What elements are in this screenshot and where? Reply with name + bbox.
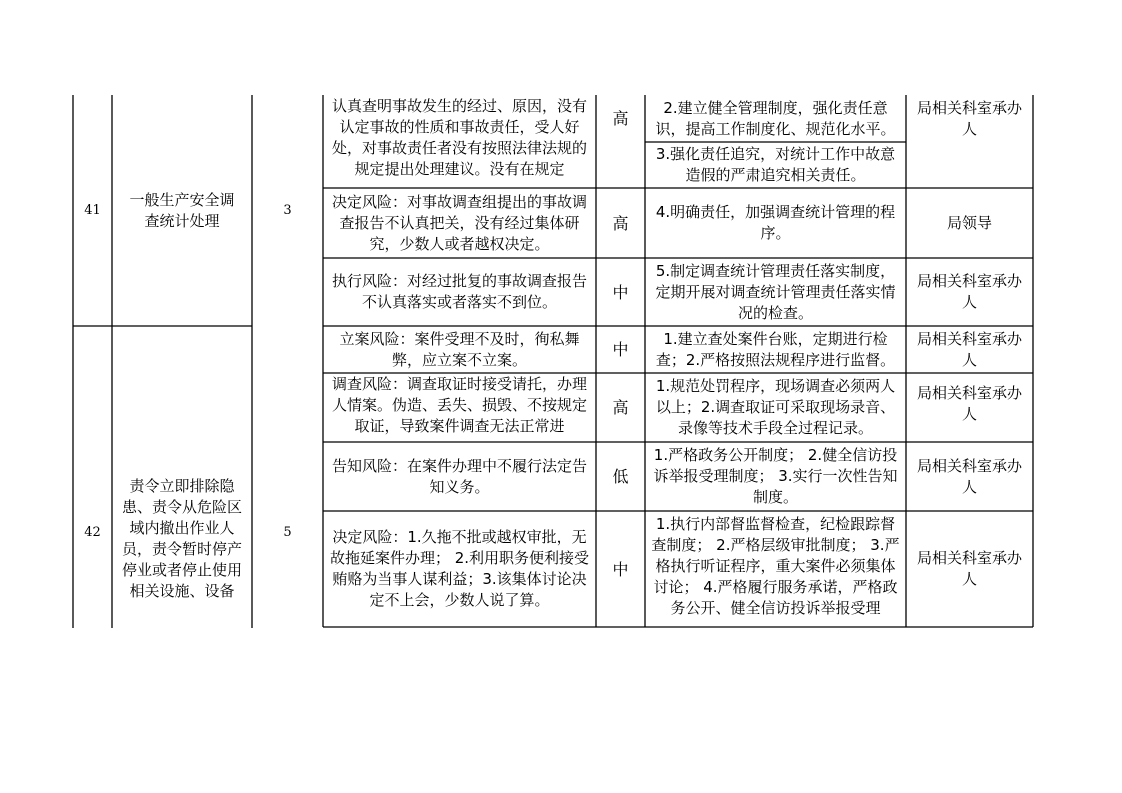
row-number: 42 bbox=[84, 524, 101, 540]
prevention-measure-text: 2.建立健全管理制度，强化责任意识，提高工作制度化、规范化水平。 bbox=[655, 98, 896, 138]
prevention-measure bbox=[645, 511, 906, 627]
risk-description-text: 立案风险：案件受理不及时，徇私舞弊，应立案不立案。 bbox=[339, 329, 580, 369]
prevention-measure-text: 4.明确责任，加强调查统计管理的程序。 bbox=[655, 203, 896, 242]
responsible-party bbox=[906, 442, 1033, 511]
responsible-party-text: 局相关科室承办人 bbox=[916, 549, 1022, 588]
prevention-measure-text: 1.建立查处案件台账，定期进行检查；2.严格按照法规程序进行监督。 bbox=[655, 329, 896, 369]
responsible-party bbox=[906, 326, 1033, 373]
risk-level: 低 bbox=[612, 467, 629, 486]
risk-level: 高 bbox=[612, 109, 629, 128]
prevention-measure bbox=[645, 258, 906, 326]
risk-level: 高 bbox=[612, 398, 629, 417]
responsible-party-text: 局相关科室承办人 bbox=[916, 98, 1022, 138]
prevention-measure bbox=[645, 442, 906, 511]
prevention-measure-text: 5.制定调查统计管理责任落实制度，定期开展对调查统计管理责任落实情况的检查。 bbox=[655, 261, 896, 322]
prevention-measure-text: 3.强化责任追究，对统计工作中故意造假的严肃追究相关责任。 bbox=[655, 145, 896, 184]
item-name bbox=[112, 95, 252, 326]
risk-description-text: 调查风险：调查取证时接受请托，办理人情案。伪造、丢失、损毁、不按规定取证，导致案件调查无法正常进 bbox=[331, 375, 587, 435]
prevention-measure-text: 1.严格政务公开制度； 2.健全信访投诉举报受理制度； 3.实行一次性告知制度。 bbox=[653, 446, 898, 506]
risk-description bbox=[323, 188, 596, 258]
prevention-measure bbox=[645, 373, 906, 442]
responsible-party: 局领导 bbox=[946, 213, 992, 232]
prevention-measure bbox=[645, 142, 906, 188]
responsible-party bbox=[906, 511, 1033, 627]
prevention-measure-text: 1.规范处罚程序，现场调查必须两人以上；2.调查取证可采取现场录音、录像等技术手段全过程记录。 bbox=[655, 377, 896, 437]
prevention-measure bbox=[645, 326, 906, 373]
risk-count: 5 bbox=[283, 524, 292, 540]
risk-description bbox=[323, 95, 596, 188]
prevention-measure bbox=[645, 95, 906, 142]
prevention-measure-text: 1.执行内部督监督检查，纪检跟踪督查制度； 2.严格层级审批制度； 3.严格执行听证程序，重大案件必须集体讨论； 4.严格履行服务承诺，严格政务公开、健全信访投诉举报受理 bbox=[651, 515, 900, 617]
risk-description-text: 决定风险：1.久拖不批或越权审批，无故拖延案件办理； 2.利用职务便利接受贿赂为当事人谋利益；3.该集体讨论决定不上会，少数人说了算。 bbox=[329, 528, 590, 609]
risk-description bbox=[323, 258, 596, 326]
risk-description-text: 认真查明事故发生的经过、原因，没有认定事故的性质和事故责任，受人好处，对事故责任者没有按照法律法规的规定提出处理建议。没有在规定 bbox=[331, 97, 587, 178]
risk-description-text: 执行风险：对经过批复的事故调查报告不认真落实或者落实不到位。 bbox=[331, 272, 587, 311]
responsible-party bbox=[906, 95, 1033, 142]
risk-level: 中 bbox=[612, 340, 629, 359]
risk-description bbox=[323, 373, 596, 442]
risk-description bbox=[323, 442, 596, 511]
item-name bbox=[112, 326, 252, 628]
risk-level: 中 bbox=[612, 282, 629, 302]
item-name-text: 责令立即排除隐患、责令从危险区域内撤出作业人员，责令暂时停产停业或者停止使用相关设施、设备 bbox=[121, 477, 242, 600]
responsible-party bbox=[906, 258, 1033, 326]
row-number: 41 bbox=[84, 203, 101, 218]
risk-description bbox=[323, 511, 596, 627]
responsible-party-text: 局相关科室承办人 bbox=[916, 272, 1022, 311]
responsible-party bbox=[906, 373, 1033, 442]
responsible-party-text: 局相关科室承办人 bbox=[916, 384, 1022, 423]
risk-level: 高 bbox=[612, 213, 629, 233]
item-name-text: 一般生产安全调查统计处理 bbox=[129, 190, 235, 230]
risk-description-text: 决定风险：对事故调查组提出的事故调查报告不认真把关，没有经过集体研究，少数人或者越权决定。 bbox=[331, 192, 587, 253]
prevention-measure bbox=[645, 188, 906, 258]
risk-level: 中 bbox=[612, 559, 629, 579]
risk-count: 3 bbox=[283, 203, 292, 218]
responsible-party-text: 局相关科室承办人 bbox=[916, 329, 1022, 369]
risk-description-text: 告知风险：在案件办理中不履行法定告知义务。 bbox=[331, 456, 587, 496]
risk-description bbox=[323, 326, 596, 373]
responsible-party-text: 局相关科室承办人 bbox=[916, 456, 1022, 496]
